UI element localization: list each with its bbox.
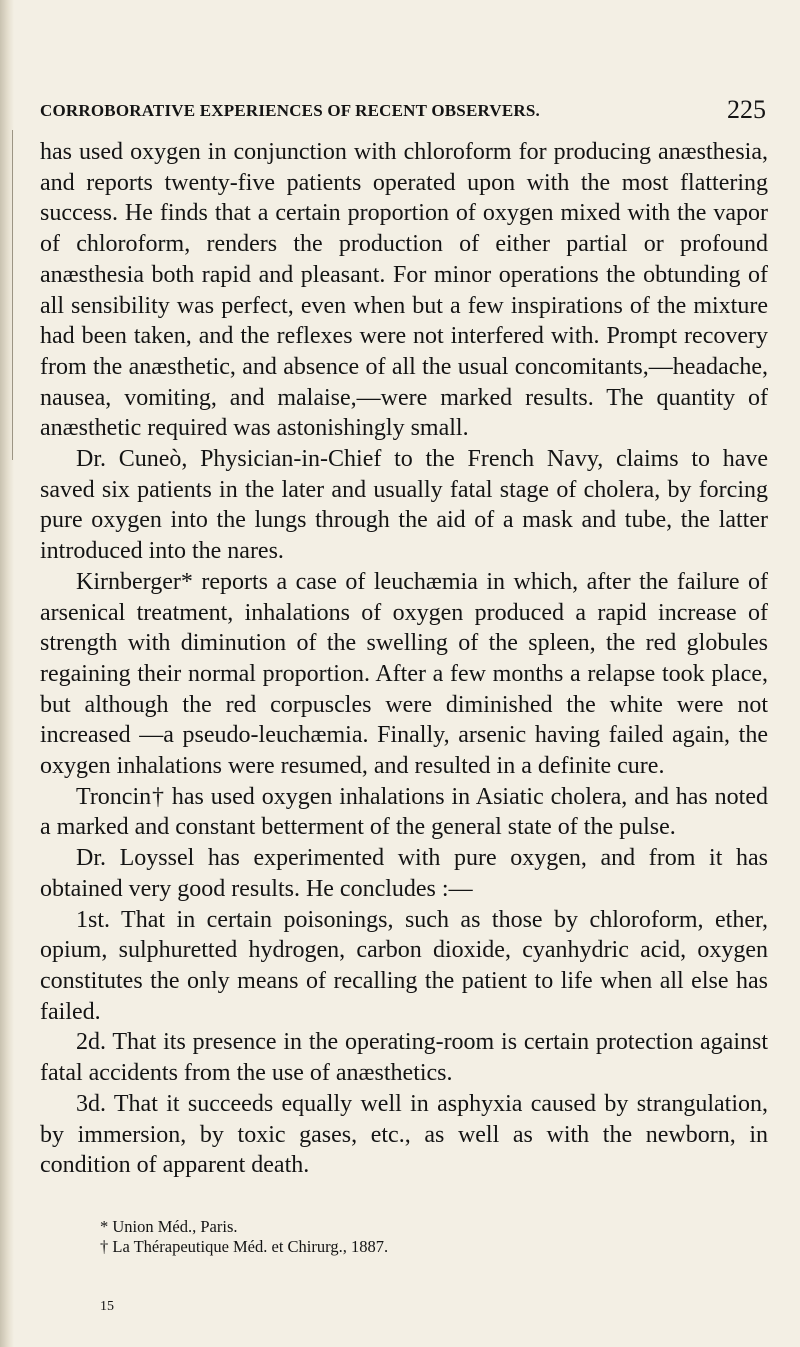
paragraph-conclusion-3d: 3d. That it succeeds equally well in asphyxia caused by strangulation, by immersion, by toxic gases, etc., as well as with the newborn, in condition of apparent death.: [40, 1090, 768, 1179]
paragraph-conclusion-1st: 1st. That in certain poisonings, such as those by chloroform, ether, opium, sulphuretted hydrogen, carbon dioxide, cyanhydric acid, oxygen constitutes the only means of recalling the patient to life when all else has failed.: [40, 906, 768, 1025]
paragraph-troncin: Troncin† has used oxygen inhalations in Asiatic cholera, and has noted a marked and constant betterment of the general state of the pulse.: [40, 783, 768, 841]
paragraph-cuneo: Dr. Cuneò, Physician-in-Chief to the French Navy, claims to have saved six patients in the later and usually fatal stage of cholera, by forcing pure oxygen into the lungs through the aid of a mask and tube, the latter introduced into the nares.: [40, 446, 768, 565]
paragraph-kirnberger: Kirnberger* reports a case of leuchæmia in which, after the failure of arsenical treatment, inhalations of oxygen produced a rapid increase of strength with diminution of the swelling of the spleen, the red globules regaining their normal proportion. After a few months a relapse took place, but although the red corpuscles were diminished the white were not increased —a pseudo-leuchæmia. Finally, arsenic having failed again, the oxygen inhalations were resumed, and resulted in a definite cure.: [40, 568, 768, 780]
body-text: [40, 137, 768, 1181]
running-head: CORROBORATIVE EXPERIENCES OF RECENT OBSERVERS.: [40, 101, 540, 120]
paragraph-conclusion-2d: 2d. That its presence in the operating-room is certain protection against fatal accidents from the use of anæsthetics.: [40, 1029, 768, 1087]
signature-mark: 15: [100, 1299, 114, 1314]
footnote-asterisk: * Union Méd., Paris.: [100, 1217, 238, 1236]
footnotes: [100, 1217, 700, 1257]
paragraph-oxygen-chloroform: has used oxygen in conjunction with chloroform for producing anæsthesia, and reports twenty-five patients operated upon with the most flattering success. He finds that a certain proportion of oxygen mixed with the vapor of chloroform, renders the production of either partial or profound anæsthesia both rapid and pleasant. For minor operations the obtunding of all sensibility was perfect, even when but a few inspirations of the mixture had been taken, and the reflexes were not interfered with. Prompt recovery from the anæsthetic, and absence of all the usual concomitants,—headache, nausea, vomiting, and malaise,—were marked results. The quantity of anæsthetic required was astonishingly small.: [40, 139, 768, 442]
page-number: 225: [727, 95, 766, 124]
footnote-dagger: † La Thérapeutique Méd. et Chirurg., 1887.: [100, 1237, 389, 1256]
binding-edge-line: [12, 130, 13, 460]
page-header: [40, 97, 766, 127]
paragraph-loyssel: Dr. Loyssel has experimented with pure oxygen, and from it has obtained very good results. He concludes :—: [40, 845, 768, 902]
